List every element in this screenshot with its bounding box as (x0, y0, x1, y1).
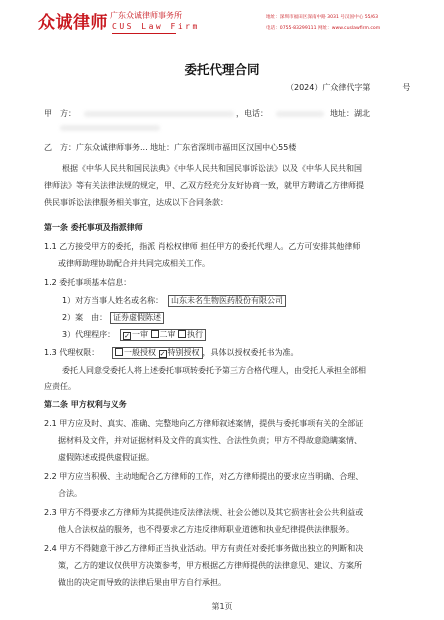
case-field (110, 312, 164, 324)
checkbox-checked-icon[interactable] (123, 332, 131, 340)
opponent-value: 山东未名生物医药股份有限公司 (168, 295, 286, 307)
option-execution: 执行 (187, 330, 204, 339)
clause-2-1: 2.1 甲方应及时、真实、准确、完整地向乙方律师叙述案情，提供与委托事项有关的全部证 (44, 419, 364, 428)
checkbox-icon[interactable] (178, 330, 186, 338)
option-special-authority: 特别授权 (167, 348, 200, 357)
procedure-options (120, 329, 206, 341)
clause-2-2: 合法。 (58, 489, 82, 498)
checkbox-icon[interactable] (115, 348, 123, 356)
article-1-heading: 第一条 委托事项及指派律师 (44, 223, 143, 232)
clause-1-1: 1.1 乙方接受甲方的委托，指派 肖松权律师 担任甲方的委托代理人。乙方可安排其他律师 (44, 242, 361, 251)
firm-name: 广东众诚律师事务所 (110, 11, 182, 20)
procedure-label: 3）代理程序： (62, 330, 116, 339)
firm-logo: 众诚律师 (38, 13, 108, 33)
party-b: 乙 方：广东众诚律师事务... 地址：广东省深圳市福田区汉国中心55楼 (44, 143, 297, 152)
checkbox-checked-icon[interactable] (159, 350, 167, 358)
firm-phone: 电话：0755-83299111 网址：www.cuslawfirm.com (266, 26, 381, 31)
party-a-address-label: 地址：湖北 (330, 109, 370, 118)
option-first-instance: 一审 (132, 330, 148, 339)
checkbox-icon[interactable] (151, 330, 159, 338)
option-second-instance: 二审 (159, 330, 176, 339)
firm-address: 地址：深圳市福田区深南中路 3031 号汉国中心 55/63 (266, 15, 378, 20)
opponent-field (168, 295, 286, 307)
clause-2-4: 做出的决定而导致的法律后果由甲方自行承担。 (58, 578, 226, 587)
case-label: 2）案 由： (62, 313, 108, 322)
clause-1-1: 或律师助理协助配合并共同完成相关工作。 (58, 259, 210, 268)
clause-2-4: 策，乙方的建议仅供甲方决策参考，甲方根据乙方律师提供的法律意见、建议、方案所 (58, 561, 362, 570)
case-value: 证券虚假陈述 (110, 312, 164, 324)
clause-2-1: 据材料及文件，并对证据材料及文件的真实性、合法性负责；甲方不得故意隐瞒案情、 (58, 436, 362, 445)
clause-2-3: 2.3 甲方不得要求乙方律师为其提供违反法律法规、社会公德以及其它损害社会公共利益或 (44, 508, 364, 517)
clause-2-4: 2.4 甲方不得随意干涉乙方律师正当执业活动。甲方有责任对委托事务做出独立的判断和决 (44, 544, 364, 553)
clause-2-1: 虚假陈述或提供虚假证据。 (58, 453, 154, 462)
authority-tail: ，具体以授权委托书为准。 (202, 348, 299, 357)
party-a-phone-label: ，电话： (236, 109, 268, 118)
article-2-heading: 第二条 甲方权利与义务 (44, 400, 127, 409)
preamble-line: 供民事诉讼法律服务相关事宜，达成以下合同条款： (44, 198, 228, 207)
preamble-line: 根据《中华人民共和国民法典》《中华人民共和国民事诉讼法》以及《中华人民共和国 (62, 164, 362, 173)
party-a-label: 甲 方： (44, 109, 76, 118)
subdelegation-text: 委托人同意受委托人将上述委托事项转委托予第三方合格代理人，由受托人承担全部相 (62, 366, 366, 375)
clause-2-3: 他人合法权益的服务，也不得要求乙方违反律师职业道德和执业纪律提供法律服务。 (58, 525, 354, 534)
subdelegation-text: 应责任。 (44, 382, 76, 391)
contract-title: 委托代理合同 (184, 62, 260, 77)
redacted-party-a (84, 111, 234, 117)
clause-1-2: 1.2 委托事项基本信息： (44, 278, 132, 287)
authority-options (112, 347, 299, 359)
option-general-authority: 一般授权 (124, 348, 156, 357)
opponent-label: 1）对方当事人姓名或名称： (62, 296, 164, 305)
redacted-phone (276, 111, 324, 117)
header-divider (112, 33, 176, 34)
clause-2-2: 2.2 甲方应当积极、主动地配合乙方律师的工作，对乙方律师提出的要求应当明确、合理、 (44, 472, 364, 481)
page-number: 第1页 (211, 602, 233, 611)
contract-number: （2024）广众律代字第 号 (286, 83, 411, 92)
authority-label: 1.3 代理权限： (44, 348, 100, 357)
preamble-line: 律师法》等有关法律法规的规定，甲、乙双方经充分友好协商一致，就甲方聘请乙方律师提 (44, 181, 364, 190)
redacted-line (60, 125, 160, 131)
firm-name-en: CUS Law Firm (112, 22, 200, 31)
